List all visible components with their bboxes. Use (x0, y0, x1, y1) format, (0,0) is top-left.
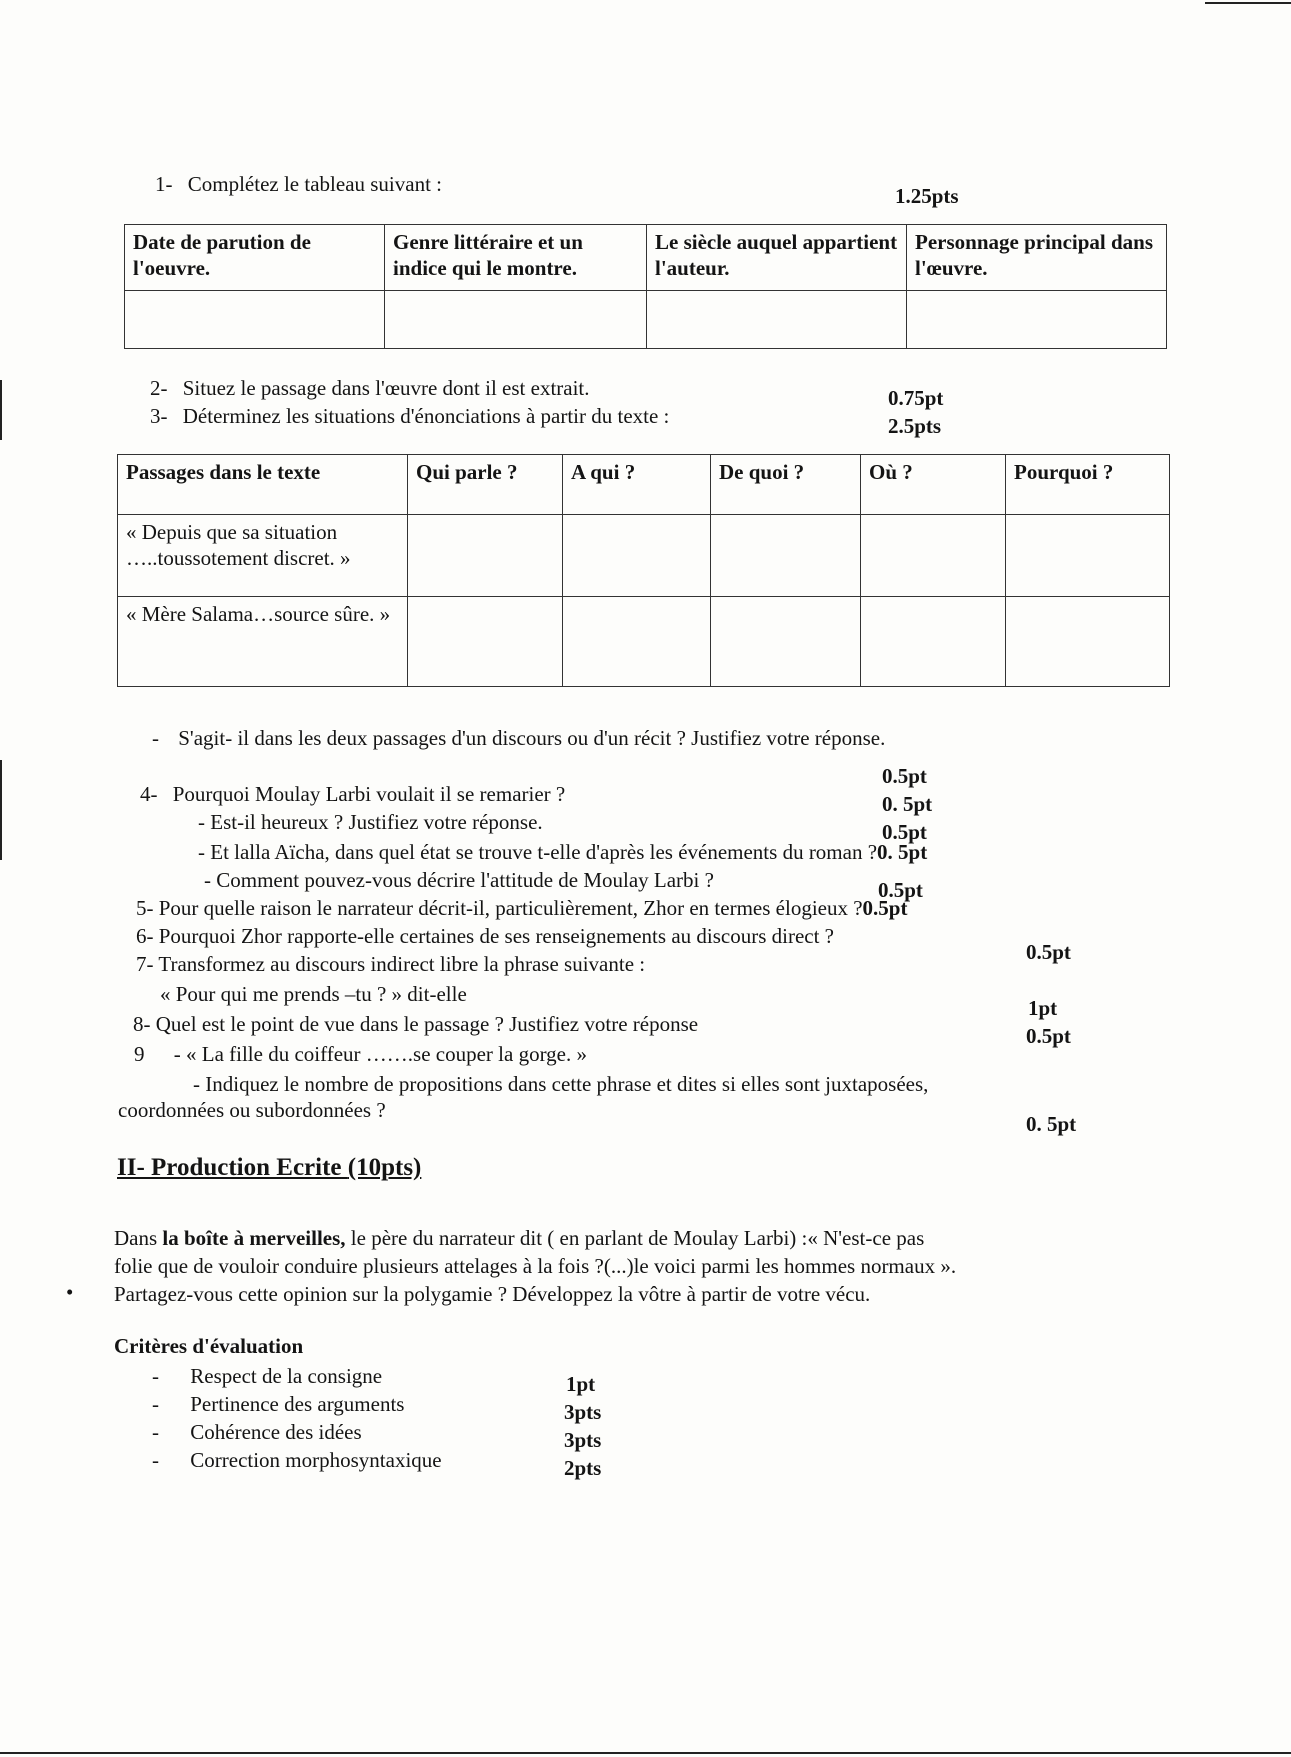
table-2 (117, 454, 1170, 687)
question-8-points: 0.5pt (1026, 1024, 1071, 1048)
bottom-rule (0, 1752, 1291, 1754)
question-4-text: Pourquoi Moulay Larbi voulait il se remarier ? (172, 782, 566, 806)
question-4 (140, 782, 565, 807)
criteria-item-points: 2pts (564, 1456, 602, 1480)
question-5-text: 5- Pour quelle raison le narrateur décrit-il, particulièrement, Zhor en termes élogieux ? (136, 896, 863, 920)
question-4b-text: - Et lalla Aïcha, dans quel état se trouve t-elle d'après les événements du roman ? (198, 840, 878, 864)
question-2-points: 0.75pt (888, 386, 944, 410)
left-edge-mark-2 (0, 760, 2, 860)
table-1-cell (907, 291, 1167, 349)
question-4b (198, 840, 927, 865)
criteria-item-label: Correction morphosyntaxique (190, 1448, 442, 1472)
question-3-text: Déterminez les situations d'énonciations à partir du texte : (182, 404, 670, 428)
production-text: Dans (114, 1226, 163, 1250)
question-6: 6- Pourquoi Zhor rapporte-elle certaines de ses renseignements au discours direct ? (136, 924, 835, 948)
table-1-cell (385, 291, 647, 349)
criteria-title: Critères d'évaluation (114, 1334, 304, 1358)
table-2-passage-1: « Depuis que sa situation …..toussotement discret. » (118, 515, 408, 597)
question-3-number: 3- (150, 404, 168, 428)
question-1-number: 1- (155, 172, 173, 196)
question-4b-points: 0. 5pt (877, 840, 928, 864)
table-2-header-qui-parle: Qui parle ? (408, 455, 563, 515)
table-1-cell (125, 291, 385, 349)
table-1-header-genre: Genre littéraire et un indice qui le montre. (385, 225, 647, 291)
question-9b-points: 0. 5pt (1026, 1112, 1077, 1136)
question-3b (152, 726, 885, 751)
criteria-item (152, 1392, 404, 1417)
question-1-points: 1.25pts (895, 184, 959, 208)
question-4-points: 0. 5pt (882, 792, 933, 816)
section-2-title-text: II- Production Ecrite (117, 1154, 342, 1181)
table-2-cell (563, 515, 711, 597)
table-2-cell (408, 515, 563, 597)
table-1-header-personnage: Personnage principal dans l'œuvre. (907, 225, 1167, 291)
dash: - (152, 1364, 159, 1388)
table-2-cell (711, 515, 861, 597)
dash: - (152, 1420, 159, 1444)
question-9a: - Indiquez le nombre de propositions dans cette phrase et dites si elles sont juxtaposées, (193, 1072, 929, 1096)
question-4a-points: 0.5pt (882, 820, 927, 844)
table-2-header-de-quoi: De quoi ? (711, 455, 861, 515)
question-2-number: 2- (150, 376, 168, 400)
criteria-item (152, 1420, 362, 1445)
criteria-item-label: Respect de la consigne (190, 1364, 383, 1388)
question-3-points: 2.5pts (888, 414, 942, 438)
top-right-rule (1205, 2, 1291, 4)
question-3b-text: S'agit- il dans les deux passages d'un discours ou d'un récit ? Justifiez votre réponse. (178, 726, 886, 750)
question-4a: - Est-il heureux ? Justifiez votre réponse. (198, 810, 543, 834)
question-7a: « Pour qui me prends –tu ? » dit-elle (160, 982, 467, 1006)
question-8: 8- Quel est le point de vue dans le passage ? Justifiez votre réponse (133, 1012, 699, 1036)
table-2-header-pourquoi: Pourquoi ? (1006, 455, 1170, 515)
book-title: la boîte à merveilles, (162, 1226, 346, 1250)
question-4c: - Comment pouvez-vous décrire l'attitude de Moulay Larbi ? (204, 868, 714, 892)
table-2-header-a-qui: A qui ? (563, 455, 711, 515)
section-2-title (117, 1154, 421, 1182)
criteria-item (152, 1448, 442, 1473)
question-4-number: 4- (140, 782, 158, 806)
question-5-points: 0.5pt (862, 896, 908, 920)
production-line-3: Partagez-vous cette opinion sur la polygamie ? Développez la vôtre à partir de votre vécu. (114, 1282, 871, 1306)
question-9-number: 9 (134, 1042, 145, 1066)
criteria-item-points: 3pts (564, 1428, 602, 1452)
question-9-text: - « La fille du coiffeur …….se couper la gorge. » (173, 1042, 588, 1066)
table-2-cell (563, 597, 711, 687)
production-line-1 (114, 1226, 924, 1251)
dash: - (152, 1448, 159, 1472)
question-1-text: Complétez le tableau suivant : (187, 172, 443, 196)
table-1 (124, 224, 1167, 349)
table-1-header-siecle: Le siècle auquel appartient l'auteur. (647, 225, 907, 291)
question-6-points: 0.5pt (1026, 940, 1071, 964)
question-2 (150, 376, 590, 401)
table-2-header-ou: Où ? (861, 455, 1006, 515)
criteria-item-points: 1pt (566, 1372, 596, 1396)
bullet-icon: • (66, 1280, 74, 1304)
question-7: 7- Transformez au discours indirect libre la phrase suivante : (136, 952, 646, 976)
table-2-cell (1006, 597, 1170, 687)
question-7a-points: 1pt (1028, 996, 1058, 1020)
dash: - (152, 1392, 159, 1416)
dash: - (152, 726, 159, 750)
table-2-header-passages: Passages dans le texte (118, 455, 408, 515)
criteria-item-label: Pertinence des arguments (190, 1392, 405, 1416)
table-1-header-date: Date de parution de l'oeuvre. (125, 225, 385, 291)
table-2-cell (408, 597, 563, 687)
criteria-item (152, 1364, 382, 1389)
question-1 (155, 172, 442, 197)
table-2-passage-2: « Mère Salama…source sûre. » (118, 597, 408, 687)
production-line-2: folie que de vouloir conduire plusieurs attelages à la fois ?(...)le voici parmi les hommes normaux ». (114, 1254, 957, 1278)
left-edge-mark (0, 380, 2, 440)
criteria-item-points: 3pts (564, 1400, 602, 1424)
table-2-cell (861, 597, 1006, 687)
question-9 (134, 1042, 587, 1067)
criteria-item-label: Cohérence des idées (190, 1420, 362, 1444)
section-2-points: (10pts) (347, 1154, 422, 1181)
question-4c-points: 0.5pt (878, 878, 923, 902)
production-text: le père du narrateur dit ( en parlant de Moulay Larbi) :« N'est-ce pas (345, 1226, 925, 1250)
table-1-cell (647, 291, 907, 349)
question-5 (136, 896, 907, 921)
table-2-cell (1006, 515, 1170, 597)
table-2-cell (861, 515, 1006, 597)
table-2-cell (711, 597, 861, 687)
question-2-text: Situez le passage dans l'œuvre dont il est extrait. (182, 376, 590, 400)
question-9b: coordonnées ou subordonnées ? (118, 1098, 386, 1122)
question-3b-points: 0.5pt (882, 764, 927, 788)
question-3 (150, 404, 669, 429)
